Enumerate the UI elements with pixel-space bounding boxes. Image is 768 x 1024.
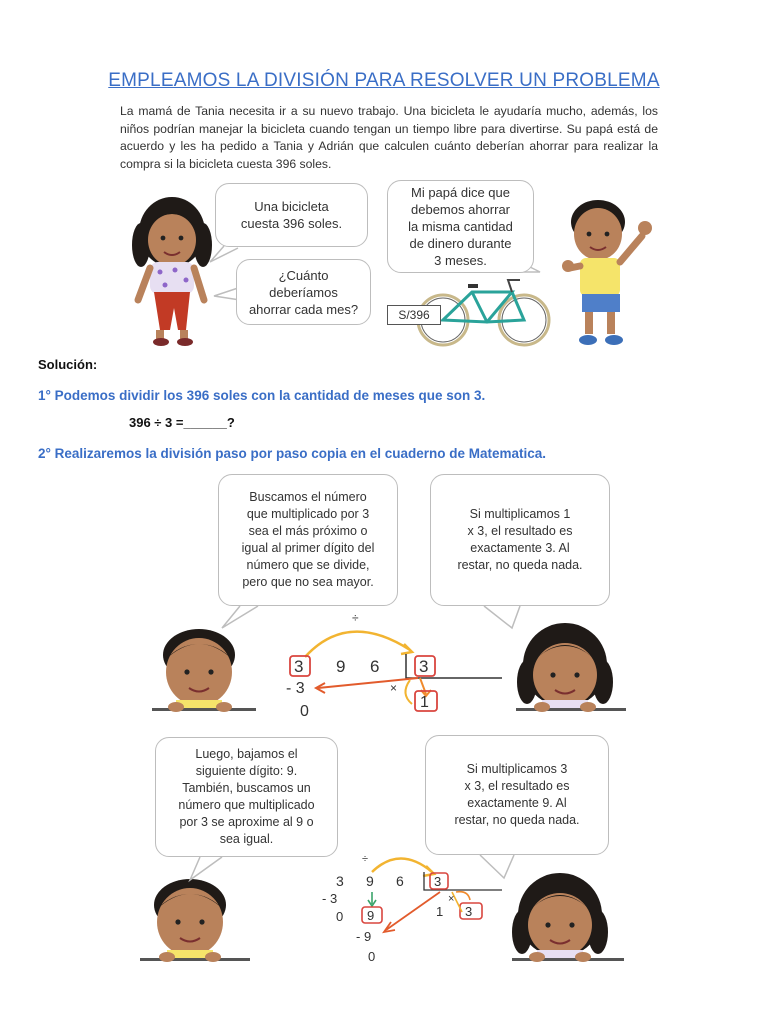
bubble-panel1-right: Si multiplicamos 1 x 3, el resultado es exactamente 3. Al restar, no queda nada. <box>430 474 610 606</box>
boy-illustration-panel1 <box>152 629 256 712</box>
bubble-bicycle-price: Una bicicleta cuesta 396 soles. <box>215 183 368 247</box>
bubble-how-much: ¿Cuánto deberíamos ahorrar cada mes? <box>236 259 371 325</box>
subtraction: - 3 <box>286 680 305 697</box>
brought-down: 9 <box>367 908 375 923</box>
div-symbol-2: ÷ <box>362 853 369 865</box>
solution-label: Solución: <box>38 357 98 372</box>
digit-3-2: 6 <box>396 873 404 889</box>
page-title: EMPLEAMOS LA DIVISIÓN PARA RESOLVER UN PROBLEMA <box>108 70 660 91</box>
times-symbol-2: × <box>448 893 455 905</box>
bubble-panel2-left: Luego, bajamos el siguiente dígito: 9. También, buscamos un número que multiplicado por 3 se aproxime al 9 o sea igual. <box>155 737 338 857</box>
adrian-illustration <box>562 200 652 345</box>
remainder: 0 <box>300 703 309 720</box>
subtraction-2: - 9 <box>356 929 372 944</box>
subtraction-1: - 3 <box>322 891 338 906</box>
digit-2-2: 9 <box>366 873 374 889</box>
tania-illustration <box>132 197 212 346</box>
digit-1: 3 <box>294 657 304 676</box>
remainder-1: 0 <box>336 909 344 924</box>
quotient-1: 1 <box>436 904 444 919</box>
step-2: 2° Realizaremos la división paso por paso copia en el cuaderno de Matematica. <box>38 446 547 461</box>
price-tag: S/396 <box>387 305 441 325</box>
intro-paragraph: La mamá de Tania necesita ir a su nuevo trabajo. Una bicicleta le ayudaría mucho, además, los niños podrían manejar la bicicleta cuando tengan un tiempo libre para divertirse. Su papá está de acuerdo y les ha pedido a Tania y Adrián que calculen cuánto deberían ahorrar para realizar la compra si la bicicleta cuesta 396 soles. <box>120 104 658 171</box>
quotient-2: 3 <box>465 904 473 919</box>
division-diagram-panel1 <box>286 611 502 720</box>
division-diagram-panel2 <box>322 853 502 964</box>
quotient: 1 <box>420 694 429 711</box>
bubble-panel1-left: Buscamos el número que multiplicado por 3 sea el más próximo o igual al primer dígito del número que se divide, pero que no sea mayor. <box>218 474 398 606</box>
divisor-2: 3 <box>434 874 442 889</box>
girl-illustration-panel2 <box>512 873 624 962</box>
digit-2: 9 <box>336 657 346 676</box>
times-symbol: × <box>390 681 398 695</box>
bubble-dad-says: Mi papá dice que debemos ahorrar la misma cantidad de dinero durante 3 meses. <box>387 180 534 273</box>
step-1: 1° Podemos dividir los 396 soles con la cantidad de meses que son 3. <box>38 388 486 403</box>
girl-illustration-panel1 <box>516 623 626 712</box>
divisor: 3 <box>419 657 429 676</box>
bubble-panel2-right: Si multiplicamos 3 x 3, el resultado es exactamente 9. Al restar, no queda nada. <box>425 735 609 855</box>
digit-1-2: 3 <box>336 873 344 889</box>
div-symbol: ÷ <box>352 611 359 625</box>
digit-3: 6 <box>370 657 380 676</box>
remainder-2: 0 <box>368 949 376 964</box>
boy-illustration-panel2 <box>140 879 250 962</box>
equation: 396 ÷ 3 =______? <box>129 415 235 430</box>
